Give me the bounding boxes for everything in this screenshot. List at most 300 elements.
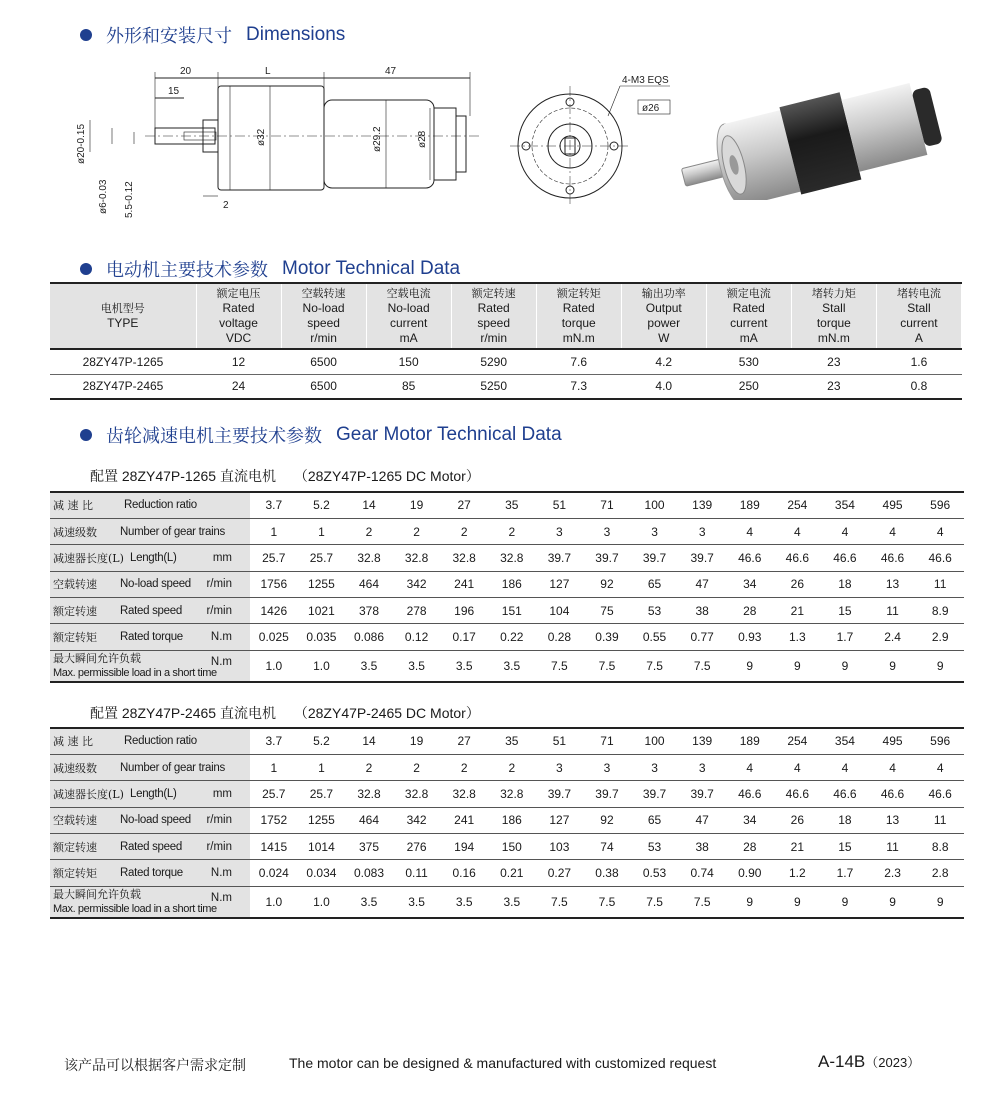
value-cell: 4 bbox=[726, 518, 774, 544]
value-cell: 354 bbox=[821, 492, 869, 518]
value-cell: 3 bbox=[678, 518, 726, 544]
motor-header-cell bbox=[281, 283, 366, 349]
value-cell: 47 bbox=[678, 571, 726, 597]
header-en-line: mA bbox=[739, 331, 758, 345]
value-cell: 194 bbox=[440, 834, 488, 860]
header-en-line: A bbox=[914, 331, 923, 345]
value-cell: 21 bbox=[774, 598, 822, 624]
value-cell: 32.8 bbox=[488, 545, 536, 571]
table-row bbox=[50, 650, 964, 682]
value-cell: 18 bbox=[821, 807, 869, 833]
value-cell: 4 bbox=[726, 754, 774, 780]
value-cell: 32.8 bbox=[345, 781, 393, 807]
dim-flat-label: 5.5-0.12 bbox=[124, 181, 135, 218]
row-label-en: Number of gear trains bbox=[120, 525, 225, 538]
value-cell: 11 bbox=[916, 807, 964, 833]
value-cell: 19 bbox=[393, 492, 441, 518]
motor-value-cell: 85 bbox=[366, 374, 451, 399]
row-label-unit: r/min bbox=[206, 578, 233, 591]
value-cell: 0.53 bbox=[631, 860, 679, 886]
header-en-line: r/min bbox=[310, 331, 337, 345]
value-cell: 1 bbox=[298, 518, 346, 544]
header-en-line: mN.m bbox=[817, 331, 850, 345]
value-cell: 75 bbox=[583, 598, 631, 624]
value-cell: 7.5 bbox=[536, 886, 584, 918]
value-cell: 2 bbox=[393, 518, 441, 544]
header-zh: 堵转力矩 bbox=[811, 287, 856, 300]
value-cell: 1255 bbox=[298, 807, 346, 833]
config-model: 28ZY47P-1265 bbox=[121, 468, 217, 484]
value-cell: 1021 bbox=[298, 598, 346, 624]
table-row bbox=[50, 886, 964, 918]
table-row bbox=[50, 374, 962, 399]
config-line-1265 bbox=[90, 466, 480, 486]
motor-value-cell: 4.0 bbox=[621, 374, 706, 399]
motor-header-cell bbox=[536, 283, 621, 349]
value-cell: 4 bbox=[821, 518, 869, 544]
page-year: （2023） bbox=[865, 1055, 921, 1070]
value-cell: 7.5 bbox=[678, 650, 726, 682]
value-cell: 4 bbox=[774, 754, 822, 780]
value-cell: 2 bbox=[488, 754, 536, 780]
motor-heading-zh: 电动机主要技术参数 bbox=[106, 260, 268, 281]
motor-photo bbox=[652, 30, 952, 200]
value-cell: 65 bbox=[631, 807, 679, 833]
motor-heading bbox=[80, 256, 460, 282]
value-cell: 103 bbox=[536, 834, 584, 860]
motor-value-cell: 6500 bbox=[281, 374, 366, 399]
header-zh: 额定转速 bbox=[471, 287, 516, 300]
header-en-line: speed bbox=[307, 316, 340, 330]
value-cell: 3.5 bbox=[440, 886, 488, 918]
value-cell: 3.7 bbox=[250, 728, 298, 754]
header-en-line: Output bbox=[645, 301, 682, 315]
bullet-icon bbox=[80, 263, 92, 275]
value-cell: 2 bbox=[440, 754, 488, 780]
value-cell: 39.7 bbox=[631, 545, 679, 571]
value-cell: 0.083 bbox=[345, 860, 393, 886]
value-cell: 8.9 bbox=[916, 598, 964, 624]
row-label-zh: 额定转矩 bbox=[53, 867, 97, 881]
value-cell: 46.6 bbox=[916, 781, 964, 807]
row-label-en: No-load speed bbox=[120, 814, 191, 827]
value-cell: 2 bbox=[345, 754, 393, 780]
row-label-zh: 最大瞬间允许负载 bbox=[53, 887, 141, 901]
header-en-line: r/min bbox=[480, 331, 507, 345]
value-cell: 39.7 bbox=[583, 545, 631, 571]
table-row bbox=[50, 807, 964, 833]
value-cell: 2 bbox=[488, 518, 536, 544]
value-cell: 1 bbox=[298, 754, 346, 780]
config-prefix: 配置 bbox=[90, 469, 118, 485]
value-cell: 596 bbox=[916, 492, 964, 518]
value-cell: 26 bbox=[774, 571, 822, 597]
motor-value-cell: 5290 bbox=[451, 349, 536, 374]
value-cell: 7.5 bbox=[631, 650, 679, 682]
header-en-line: W bbox=[658, 331, 670, 345]
header-en-line: No-load bbox=[302, 301, 345, 315]
header-zh: 空载电流 bbox=[386, 287, 431, 300]
value-cell: 9 bbox=[726, 886, 774, 918]
motor-value-cell: 24 bbox=[196, 374, 281, 399]
value-cell: 92 bbox=[583, 571, 631, 597]
table-row bbox=[50, 728, 964, 754]
header-en-line: Rated bbox=[222, 301, 255, 315]
value-cell: 127 bbox=[536, 807, 584, 833]
value-cell: 1.7 bbox=[821, 860, 869, 886]
value-cell: 53 bbox=[631, 598, 679, 624]
value-cell: 65 bbox=[631, 571, 679, 597]
row-label-en: Number of gear trains bbox=[120, 761, 225, 774]
row-label-unit: mm bbox=[212, 551, 233, 564]
value-cell: 2 bbox=[440, 518, 488, 544]
value-cell: 28 bbox=[726, 834, 774, 860]
value-cell: 39.7 bbox=[678, 781, 726, 807]
value-cell: 0.28 bbox=[536, 624, 584, 650]
row-label bbox=[50, 886, 250, 918]
value-cell: 35 bbox=[488, 728, 536, 754]
value-cell: 0.17 bbox=[440, 624, 488, 650]
value-cell: 32.8 bbox=[440, 781, 488, 807]
value-cell: 189 bbox=[726, 728, 774, 754]
row-label-zh: 空载转速 bbox=[53, 814, 97, 828]
table-row bbox=[50, 545, 964, 571]
motor-value-cell: 4.2 bbox=[621, 349, 706, 374]
value-cell: 4 bbox=[916, 518, 964, 544]
motor-data-table bbox=[50, 282, 962, 400]
motor-value-cell: 1.6 bbox=[876, 349, 961, 374]
value-cell: 0.086 bbox=[345, 624, 393, 650]
value-cell: 46.6 bbox=[916, 545, 964, 571]
row-label bbox=[50, 624, 250, 650]
header-zh: 额定电流 bbox=[726, 287, 771, 300]
value-cell: 9 bbox=[821, 650, 869, 682]
value-cell: 2.9 bbox=[916, 624, 964, 650]
dim-47-label: 47 bbox=[385, 66, 397, 77]
header-zh: 额定电压 bbox=[216, 287, 261, 300]
value-cell: 9 bbox=[821, 886, 869, 918]
dim-shaft-d20-label: ø20-0.15 bbox=[76, 123, 87, 164]
value-cell: 35 bbox=[488, 492, 536, 518]
header-zh: 空载转速 bbox=[301, 287, 346, 300]
dim-d32-label: ø32 bbox=[256, 128, 267, 146]
value-cell: 25.7 bbox=[250, 545, 298, 571]
value-cell: 254 bbox=[774, 492, 822, 518]
value-cell: 139 bbox=[678, 492, 726, 518]
value-cell: 26 bbox=[774, 807, 822, 833]
row-label-zh: 减速级数 bbox=[53, 525, 97, 539]
header-en-line: Stall bbox=[822, 301, 846, 315]
row-label-en: Rated torque bbox=[120, 867, 183, 880]
value-cell: 18 bbox=[821, 571, 869, 597]
value-cell: 8.8 bbox=[916, 834, 964, 860]
bullet-icon bbox=[80, 429, 92, 441]
value-cell: 32.8 bbox=[345, 545, 393, 571]
dim-15-label: 15 bbox=[168, 86, 180, 97]
value-cell: 1 bbox=[250, 754, 298, 780]
config-en: （28ZY47P-1265 DC Motor） bbox=[293, 468, 480, 484]
row-label-en: Reduction ratio bbox=[124, 499, 197, 512]
value-cell: 186 bbox=[488, 807, 536, 833]
row-label-en: Rated speed bbox=[120, 604, 182, 617]
value-cell: 0.93 bbox=[726, 624, 774, 650]
value-cell: 32.8 bbox=[488, 781, 536, 807]
motor-value-cell: 6500 bbox=[281, 349, 366, 374]
header-en-line: TYPE bbox=[107, 316, 139, 330]
value-cell: 46.6 bbox=[869, 545, 917, 571]
row-label bbox=[50, 834, 250, 860]
footer-zh: 该产品可以根据客户需求定制 bbox=[64, 1058, 246, 1074]
row-label bbox=[50, 781, 250, 807]
motor-value-cell: 250 bbox=[706, 374, 791, 399]
table-row bbox=[50, 781, 964, 807]
value-cell: 0.025 bbox=[250, 624, 298, 650]
value-cell: 495 bbox=[869, 492, 917, 518]
gear-heading bbox=[80, 422, 562, 448]
value-cell: 0.77 bbox=[678, 624, 726, 650]
value-cell: 9 bbox=[774, 886, 822, 918]
value-cell: 2 bbox=[393, 754, 441, 780]
row-label bbox=[50, 518, 250, 544]
value-cell: 39.7 bbox=[631, 781, 679, 807]
row-label-en: Rated speed bbox=[120, 840, 182, 853]
value-cell: 3 bbox=[678, 754, 726, 780]
gear-heading-en: Gear Motor Technical Data bbox=[336, 424, 562, 445]
header-en-line: Stall bbox=[907, 301, 931, 315]
value-cell: 15 bbox=[821, 834, 869, 860]
value-cell: 375 bbox=[345, 834, 393, 860]
page-code bbox=[818, 1052, 920, 1072]
table-row bbox=[50, 349, 962, 374]
value-cell: 0.035 bbox=[298, 624, 346, 650]
dim-2-label: 2 bbox=[223, 200, 229, 211]
value-cell: 71 bbox=[583, 728, 631, 754]
value-cell: 1.2 bbox=[774, 860, 822, 886]
motor-header-cell bbox=[706, 283, 791, 349]
header-zh: 堵转电流 bbox=[896, 287, 941, 300]
row-label-zh: 减速器长度(L) bbox=[53, 787, 124, 801]
value-cell: 3 bbox=[583, 754, 631, 780]
gear-heading-zh: 齿轮减速电机主要技术参数 bbox=[106, 426, 322, 447]
config-prefix: 配置 bbox=[90, 706, 118, 722]
motor-table-body bbox=[50, 349, 962, 399]
motor-value-cell: 7.3 bbox=[536, 374, 621, 399]
value-cell: 3.5 bbox=[393, 886, 441, 918]
value-cell: 34 bbox=[726, 807, 774, 833]
value-cell: 1 bbox=[250, 518, 298, 544]
value-cell: 254 bbox=[774, 728, 822, 754]
motor-value-cell: 12 bbox=[196, 349, 281, 374]
motor-value-cell: 5250 bbox=[451, 374, 536, 399]
row-label bbox=[50, 728, 250, 754]
value-cell: 34 bbox=[726, 571, 774, 597]
footer-en: The motor can be designed & manufactured with customized request bbox=[289, 1055, 717, 1071]
row-label bbox=[50, 492, 250, 518]
value-cell: 2 bbox=[345, 518, 393, 544]
value-cell: 47 bbox=[678, 807, 726, 833]
header-en-line: current bbox=[900, 316, 938, 330]
value-cell: 3.7 bbox=[250, 492, 298, 518]
table-row bbox=[50, 518, 964, 544]
motor-value-cell: 23 bbox=[791, 374, 876, 399]
d26-label: ø26 bbox=[642, 103, 660, 114]
value-cell: 1255 bbox=[298, 571, 346, 597]
value-cell: 5.2 bbox=[298, 728, 346, 754]
header-en-line: current bbox=[730, 316, 768, 330]
row-label-unit: N.m bbox=[210, 867, 233, 880]
header-en-line: voltage bbox=[219, 316, 258, 330]
table-row bbox=[50, 834, 964, 860]
value-cell: 15 bbox=[821, 598, 869, 624]
value-cell: 464 bbox=[345, 571, 393, 597]
m3-label: 4-M3 EQS bbox=[622, 75, 669, 86]
dimensions-heading-zh: 外形和安装尺寸 bbox=[106, 26, 232, 47]
header-en-line: VDC bbox=[225, 331, 252, 345]
dimensions-heading-en: Dimensions bbox=[246, 24, 346, 45]
row-label-unit: r/min bbox=[206, 814, 233, 827]
row-label-zh: 减速器长度(L) bbox=[53, 551, 124, 565]
value-cell: 0.22 bbox=[488, 624, 536, 650]
row-label bbox=[50, 650, 250, 682]
motor-table-header-row bbox=[50, 283, 962, 349]
value-cell: 38 bbox=[678, 598, 726, 624]
gear-table-2465 bbox=[50, 727, 964, 919]
dim-20-label: 20 bbox=[180, 66, 192, 77]
row-label bbox=[50, 860, 250, 886]
value-cell: 196 bbox=[440, 598, 488, 624]
value-cell: 46.6 bbox=[774, 545, 822, 571]
motor-header-cell bbox=[451, 283, 536, 349]
value-cell: 241 bbox=[440, 807, 488, 833]
value-cell: 14 bbox=[345, 728, 393, 754]
dim-l-label: L bbox=[265, 66, 271, 77]
value-cell: 11 bbox=[869, 598, 917, 624]
value-cell: 74 bbox=[583, 834, 631, 860]
value-cell: 1415 bbox=[250, 834, 298, 860]
motor-type-cell: 28ZY47P-1265 bbox=[50, 349, 196, 374]
value-cell: 495 bbox=[869, 728, 917, 754]
row-label bbox=[50, 807, 250, 833]
motor-header-cell bbox=[621, 283, 706, 349]
value-cell: 3 bbox=[631, 754, 679, 780]
value-cell: 39.7 bbox=[583, 781, 631, 807]
value-cell: 38 bbox=[678, 834, 726, 860]
header-en-line: power bbox=[647, 316, 681, 330]
header-en-line: torque bbox=[561, 316, 596, 330]
value-cell: 2.3 bbox=[869, 860, 917, 886]
header-en-line: mA bbox=[399, 331, 418, 345]
bullet-icon bbox=[80, 29, 92, 41]
value-cell: 32.8 bbox=[393, 781, 441, 807]
value-cell: 46.6 bbox=[726, 545, 774, 571]
row-label-en: Max. permissible load in a short time bbox=[53, 902, 217, 915]
value-cell: 0.38 bbox=[583, 860, 631, 886]
value-cell: 7.5 bbox=[583, 650, 631, 682]
value-cell: 13 bbox=[869, 571, 917, 597]
value-cell: 71 bbox=[583, 492, 631, 518]
row-label-unit: N.m bbox=[210, 655, 233, 668]
header-en-line: torque bbox=[816, 316, 851, 330]
value-cell: 9 bbox=[916, 886, 964, 918]
value-cell: 1.0 bbox=[250, 886, 298, 918]
motor-header-cell bbox=[196, 283, 281, 349]
value-cell: 4 bbox=[916, 754, 964, 780]
value-cell: 342 bbox=[393, 571, 441, 597]
value-cell: 14 bbox=[345, 492, 393, 518]
value-cell: 3 bbox=[631, 518, 679, 544]
value-cell: 9 bbox=[726, 650, 774, 682]
value-cell: 241 bbox=[440, 571, 488, 597]
value-cell: 39.7 bbox=[536, 545, 584, 571]
value-cell: 1756 bbox=[250, 571, 298, 597]
row-label-unit: r/min bbox=[206, 604, 233, 617]
motor-value-cell: 530 bbox=[706, 349, 791, 374]
value-cell: 25.7 bbox=[298, 545, 346, 571]
value-cell: 104 bbox=[536, 598, 584, 624]
value-cell: 11 bbox=[916, 571, 964, 597]
value-cell: 100 bbox=[631, 492, 679, 518]
value-cell: 13 bbox=[869, 807, 917, 833]
value-cell: 4 bbox=[774, 518, 822, 544]
value-cell: 2.4 bbox=[869, 624, 917, 650]
value-cell: 278 bbox=[393, 598, 441, 624]
config-line-2465 bbox=[90, 703, 480, 723]
config-en: （28ZY47P-2465 DC Motor） bbox=[293, 705, 480, 721]
value-cell: 464 bbox=[345, 807, 393, 833]
row-label-zh: 减 速 比 bbox=[53, 499, 93, 513]
page-code-text: A-14B bbox=[818, 1052, 866, 1071]
motor-header-cell bbox=[876, 283, 961, 349]
value-cell: 4 bbox=[869, 754, 917, 780]
value-cell: 92 bbox=[583, 807, 631, 833]
row-label-zh: 额定转速 bbox=[53, 840, 97, 854]
value-cell: 0.11 bbox=[393, 860, 441, 886]
header-zh: 输出功率 bbox=[641, 287, 686, 300]
value-cell: 7.5 bbox=[536, 650, 584, 682]
value-cell: 186 bbox=[488, 571, 536, 597]
row-label-unit: N.m bbox=[210, 631, 233, 644]
value-cell: 189 bbox=[726, 492, 774, 518]
row-label bbox=[50, 754, 250, 780]
value-cell: 4 bbox=[821, 754, 869, 780]
motor-heading-en: Motor Technical Data bbox=[282, 258, 461, 279]
row-label-zh: 额定转矩 bbox=[53, 631, 97, 645]
value-cell: 0.90 bbox=[726, 860, 774, 886]
row-label-unit: r/min bbox=[206, 840, 233, 853]
value-cell: 46.6 bbox=[726, 781, 774, 807]
value-cell: 1426 bbox=[250, 598, 298, 624]
value-cell: 3.5 bbox=[393, 650, 441, 682]
value-cell: 39.7 bbox=[678, 545, 726, 571]
value-cell: 46.6 bbox=[774, 781, 822, 807]
row-label-en: Max. permissible load in a short time bbox=[53, 666, 217, 679]
value-cell: 27 bbox=[440, 728, 488, 754]
value-cell: 9 bbox=[869, 886, 917, 918]
motor-header-cell bbox=[366, 283, 451, 349]
value-cell: 9 bbox=[916, 650, 964, 682]
value-cell: 2.8 bbox=[916, 860, 964, 886]
header-en-line: current bbox=[389, 316, 428, 330]
value-cell: 342 bbox=[393, 807, 441, 833]
value-cell: 11 bbox=[869, 834, 917, 860]
table-row bbox=[50, 860, 964, 886]
table-row bbox=[50, 598, 964, 624]
motor-header-cell bbox=[50, 283, 196, 349]
row-label-zh: 空载转速 bbox=[53, 578, 97, 592]
value-cell: 0.034 bbox=[298, 860, 346, 886]
dim-d29-label: ø29.2 bbox=[372, 126, 383, 152]
row-label bbox=[50, 598, 250, 624]
